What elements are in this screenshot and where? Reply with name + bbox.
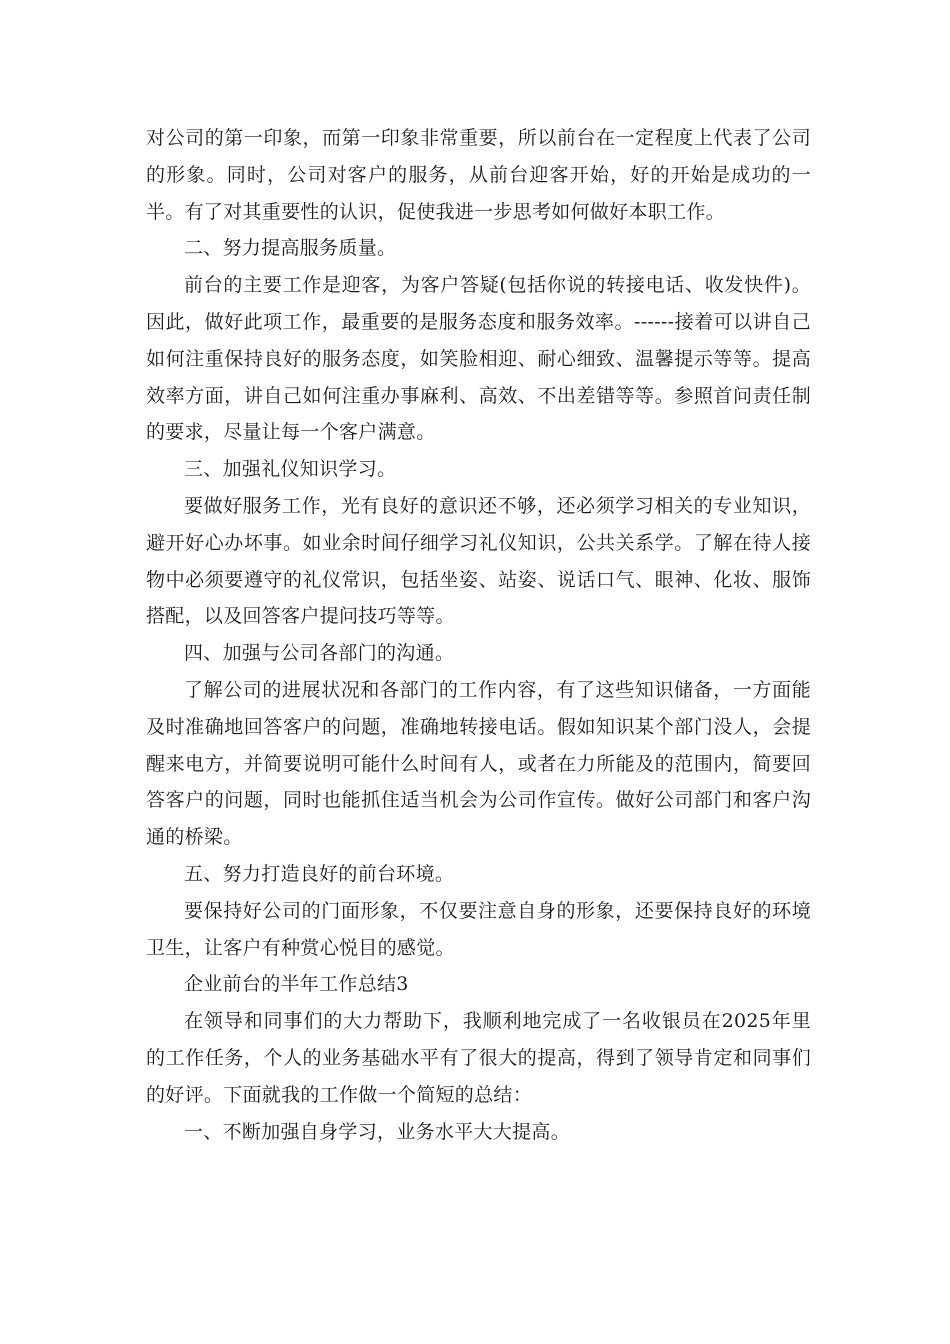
paragraph-summary-intro: 在领导和同事们的大力帮助下，我顺利地完成了一名收银员在2025年里的工作任务，个人的业务基础水平有了很大的提高，得到了领导肯定和同事们的好评。下面就我的工作做一个简短的总结： xyxy=(146,1010,811,1106)
article-title-summary-3: 企业前台的半年工作总结3 xyxy=(184,973,409,996)
paragraph-etiquette: 要做好服务工作，光有良好的意识还不够，还必须学习相关的专业知识，避开好心办坏事。如业余时间仔细学习礼仪知识，公共关系学。了解在待人接物中必须要遵守的礼仪常识，包括坐姿、站姿、说话口气、眼神、化妆、服饰搭配，以及回答客户提问技巧等等。 xyxy=(146,494,811,628)
section-heading-service-quality: 二、努力提高服务质量。 xyxy=(184,237,397,260)
section-heading-self-learning: 一、不断加强自身学习，业务水平大大提高。 xyxy=(184,1120,571,1143)
section-heading-environment: 五、努力打造良好的前台环境。 xyxy=(184,862,455,885)
paragraph-service-quality: 前台的主要工作是迎客，为客户答疑(包括你说的转接电话、收发快件)。因此，做好此项工作，最重要的是服务态度和服务效率。------接着可以讲自己如何注重保持良好的服务态度，如笑脸相迎、耐心细致、温馨提示等等。提高效率方面，讲自己如何注重办事麻利、高效、不出差错等等。参照首问责任制的要求，尽量让每一个客户满意。 xyxy=(146,274,811,444)
paragraph-environment: 要保持好公司的门面形象，不仅要注意自身的形象，还要保持良好的环境卫生，让客户有种赏心悦目的感觉。 xyxy=(146,899,811,959)
section-heading-etiquette: 三、加强礼仪知识学习。 xyxy=(184,458,397,481)
section-heading-communication: 四、加强与公司各部门的沟通。 xyxy=(184,642,455,665)
paragraph-continued-intro: 对公司的第一印象，而第一印象非常重要，所以前台在一定程度上代表了公司的形象。同时，公司对客户的服务，从前台迎客开始，好的开始是成功的一半。有了对其重要性的认识，促使我进一步思考如何做好本职工作。 xyxy=(146,127,811,223)
document-body xyxy=(146,120,811,1150)
paragraph-communication: 了解公司的进展状况和各部门的工作内容，有了这些知识储备，一方面能及时准确地回答客户的问题，准确地转接电话。假如知识某个部门没人，会提醒来电方，并简要说明可能什么时间有人，或者在力所能及的范围内，简要回答客户的问题，同时也能抓住适当机会为公司作宣传。做好公司部门和客户沟通的桥梁。 xyxy=(146,678,811,849)
